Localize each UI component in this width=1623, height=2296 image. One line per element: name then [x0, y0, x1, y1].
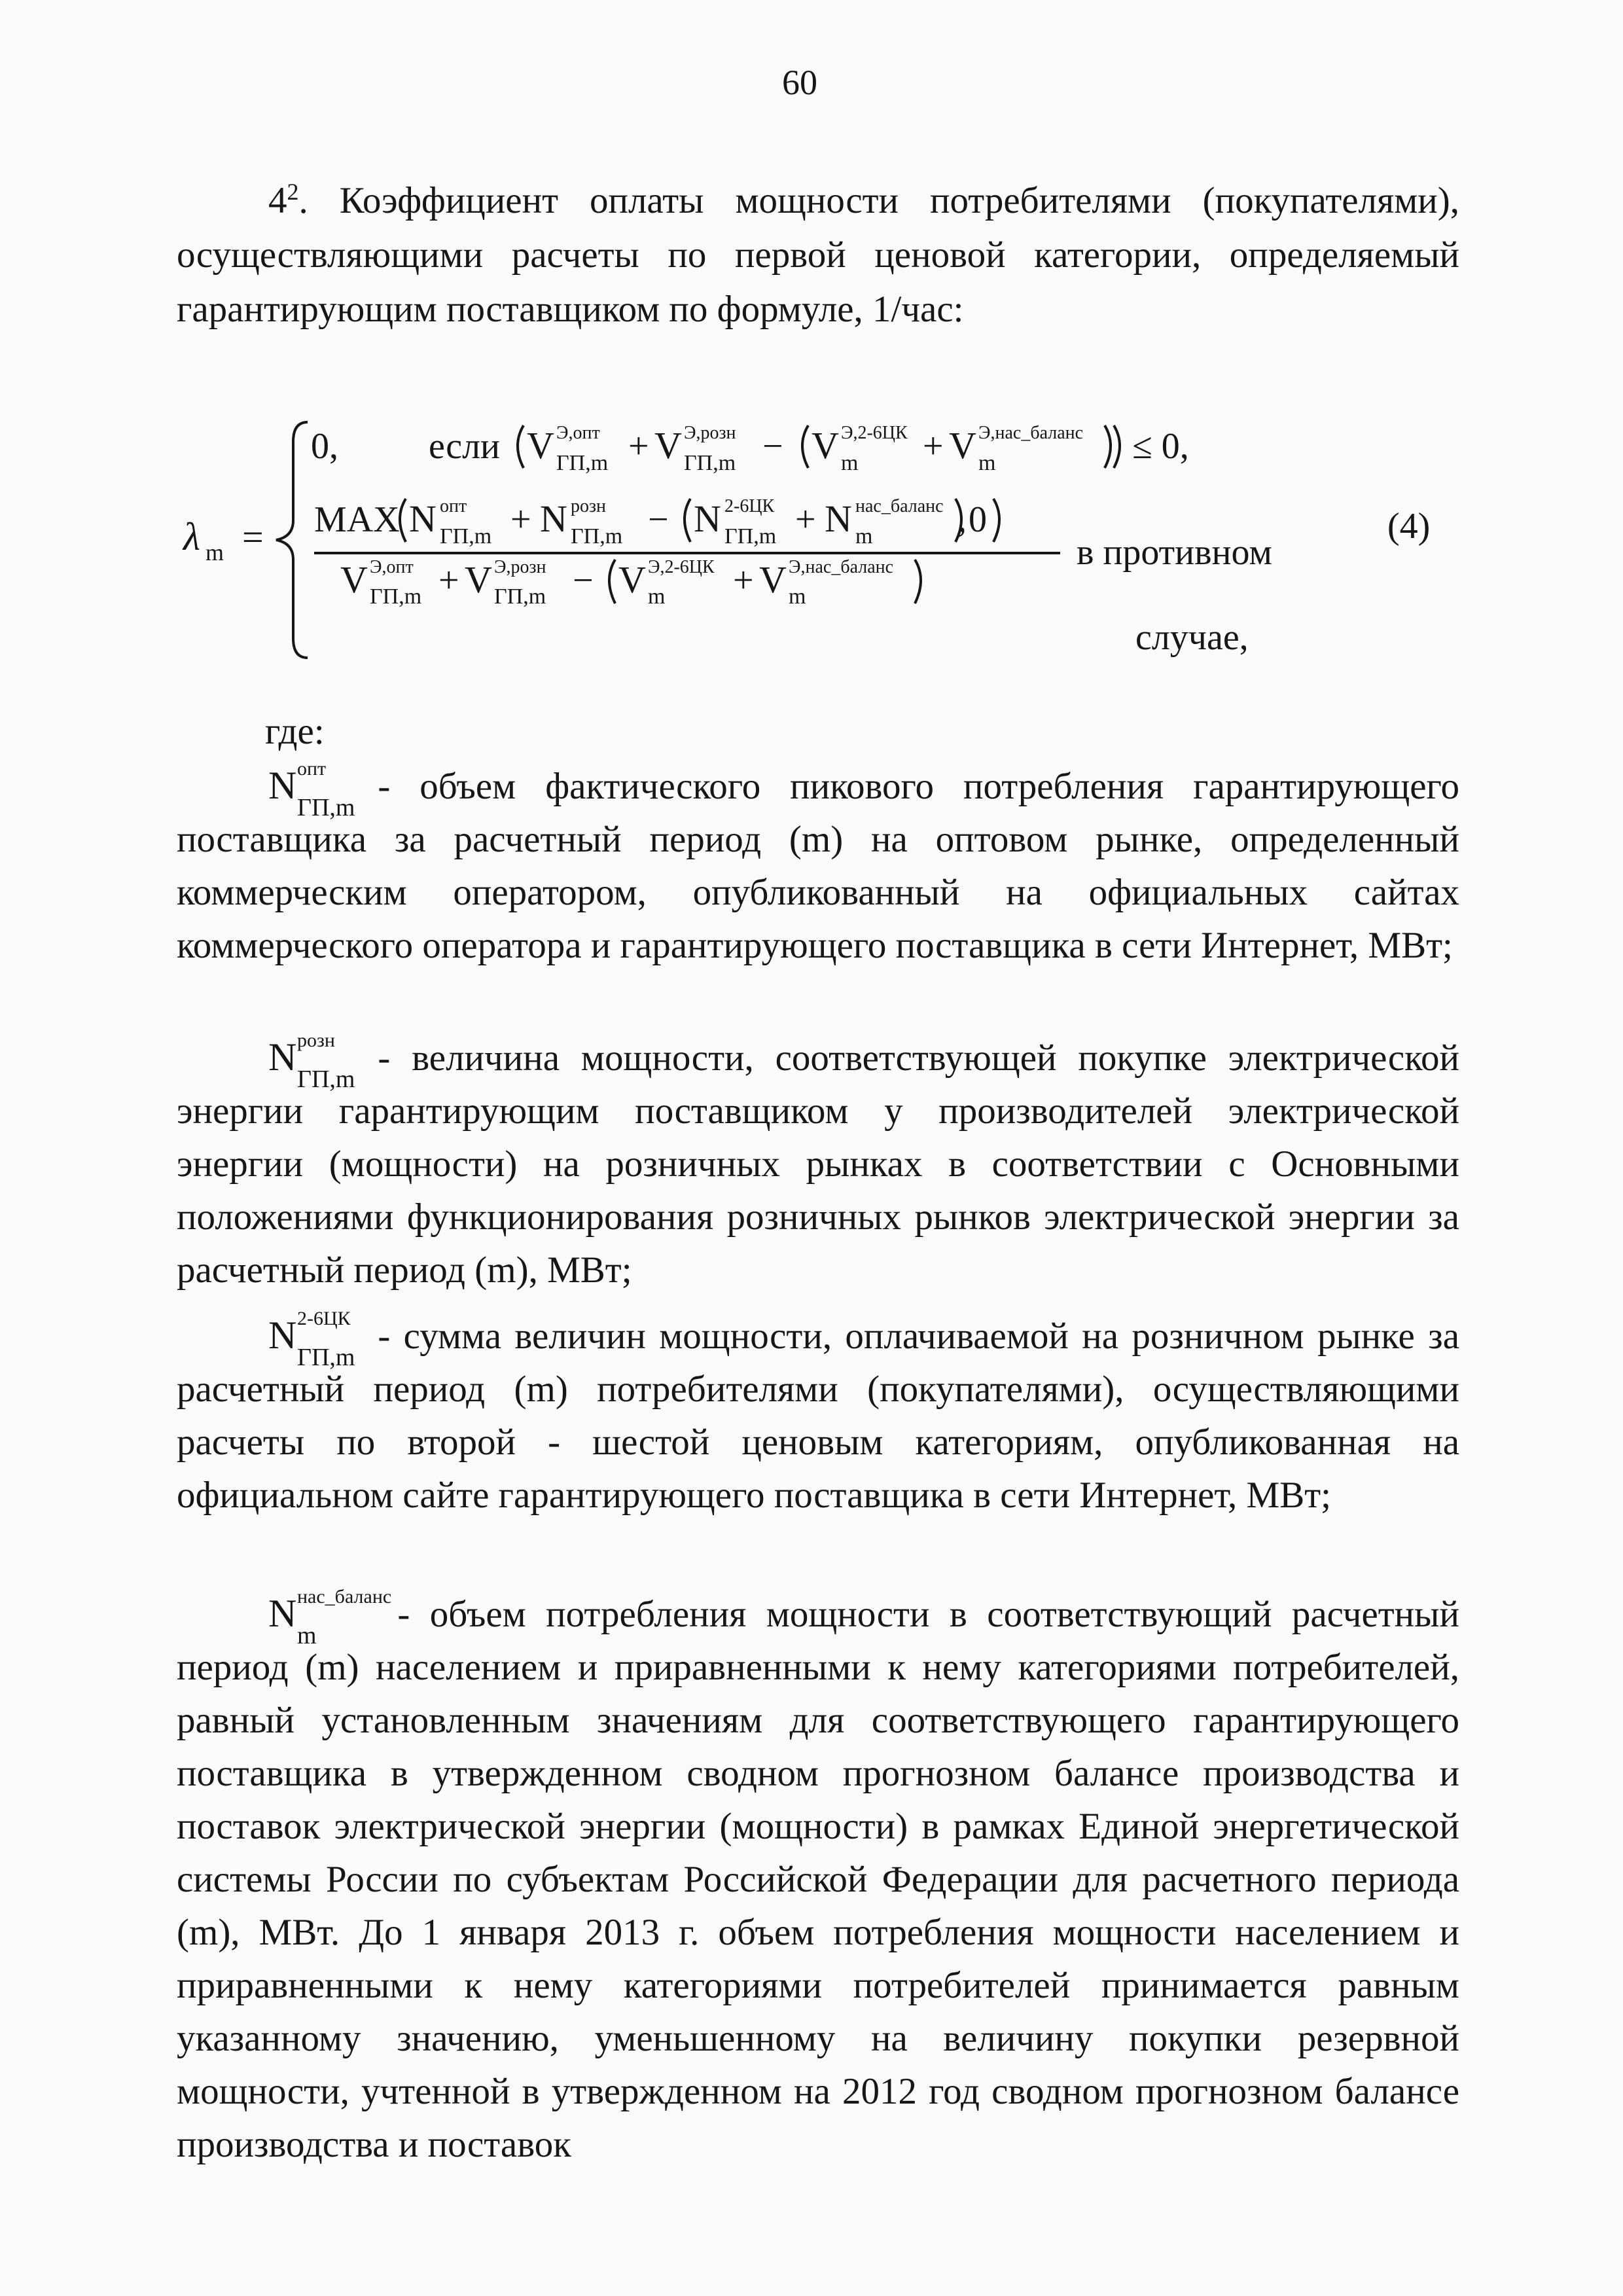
svg-text:Э,нас_баланс: Э,нас_баланс [789, 557, 894, 577]
svg-text:ГП,m: ГП,m [370, 584, 422, 609]
svg-text:+: + [628, 426, 649, 467]
svg-text:+: + [438, 560, 459, 601]
svg-text:V: V [949, 424, 976, 467]
svg-text:ГП,m: ГП,m [494, 584, 546, 609]
svg-text:−: − [648, 499, 669, 540]
svg-text:m: m [978, 451, 996, 475]
section-label-sup: 2 [287, 179, 299, 205]
svg-text:V: V [654, 424, 682, 467]
definition-n-opt: N опт ГП,m - объем фактического пикового потребления гарантирующего поставщика за расчетный период (m) на оптовом рынке, определенный коммерческим оператором, опубликованный на официальных сайтах коммерческого оператора и гарантирующего поставщика в сети Интернет, МВт; [177, 758, 1459, 966]
max-word: MAX [314, 499, 400, 540]
svg-text:V: V [759, 558, 787, 601]
svg-text:ГП,m: ГП,m [724, 524, 777, 548]
symbol-n-26ck: N 2-6ЦК ГП,m [268, 1308, 355, 1371]
formula-4 [177, 393, 1459, 668]
symbol-n-nas: N нас_баланс m [268, 1586, 392, 1649]
section-heading [177, 165, 1459, 336]
svg-text:+: + [923, 426, 944, 467]
svg-text:Э,опт: Э,опт [556, 423, 600, 443]
svg-text:V: V [812, 424, 839, 467]
case1-tail: ≤ 0, [1132, 426, 1189, 467]
svg-text:ГП,m: ГП,m [440, 524, 492, 548]
definition-n-26ck: N 2-6ЦК ГП,m - сумма величин мощности, оплачиваемой на розничном рынке за расчетный период (m) потребителями (покупателями), осуществляющими расчеты по второй - шестой ценовым категориям, опубликованная на официальном сайте гарантирующего поставщика в сети Интернет, МВт; [177, 1308, 1459, 1516]
svg-text:+: + [510, 499, 531, 540]
formula-svg [177, 393, 1459, 668]
svg-text:N: N [694, 497, 721, 540]
case1-if: если [429, 426, 501, 467]
svg-text:−: − [573, 560, 594, 601]
svg-text:Э,розн: Э,розн [684, 423, 736, 443]
where-label: где: [265, 711, 325, 752]
formula-lhs-sub: m [205, 539, 224, 565]
svg-text:Э,2-6ЦК: Э,2-6ЦК [648, 557, 715, 577]
otherwise-line2: случае, [1135, 617, 1249, 658]
svg-text:Э,2-6ЦК: Э,2-6ЦК [841, 423, 908, 443]
svg-text:V: V [340, 558, 368, 601]
symbol-n-opt: N опт ГП,m [268, 758, 355, 821]
svg-text:2-6ЦК: 2-6ЦК [724, 496, 775, 516]
svg-text:V: V [465, 558, 492, 601]
formula-number: (4) [1387, 506, 1431, 547]
svg-text:Э,нас_баланс: Э,нас_баланс [978, 423, 1084, 443]
formula-lhs: λ [183, 515, 200, 558]
case-brace [276, 422, 308, 658]
svg-text:N: N [825, 497, 852, 540]
svg-text:N: N [540, 497, 567, 540]
svg-text:ГП,m: ГП,m [684, 451, 736, 475]
definition-n-rozn: N розн ГП,m - величина мощности, соответствующей покупке электрической энергии гарантирующим поставщиком у производителей электрической энергии (мощности) на розничных рынках в соответствии с Основными положениями функционирования розничных рынков электрической энергии за расчетный период (m), МВт; [177, 1030, 1459, 1291]
svg-text:V: V [618, 558, 646, 601]
svg-text:розн: розн [571, 496, 607, 516]
svg-text:−: − [762, 426, 783, 467]
svg-text:N: N [409, 497, 437, 540]
svg-text:+: + [733, 560, 754, 601]
svg-text:m: m [855, 524, 873, 548]
svg-text:m: m [841, 451, 859, 475]
symbol-n-rozn: N розн ГП,m [268, 1030, 355, 1093]
section-label: 4 [268, 180, 287, 221]
svg-text:+: + [795, 499, 816, 540]
svg-text:m: m [789, 584, 806, 609]
svg-text:ГП,m: ГП,m [571, 524, 623, 548]
svg-text:Э,опт: Э,опт [370, 557, 414, 577]
section-text: . Коэффициент оплаты мощности потребителями (покупателями), осуществляющими расчеты по первой ценовой категории, определяемый гарантирующим поставщиком по формуле, 1/час: [177, 180, 1459, 330]
definition-n-nas: N нас_баланс m - объем потребления мощности в соответствующий расчетный период (m) населением и приравненными к нему категориями потребителей, равный установленным значениям для соответствующего гарантирующего поставщика в утвержденном сводном прогнозном балансе производства и поставок электрической энергии (мощности) в рамках Единой энергетической системы России по субъектам Российской Федерации для расчетного периода (m), МВт. До 1 января 2013 г. объем потребления мощности населением и приравненными к нему категориями потребителей принимается равным указанному значению, уменьшенному на величину покупки резервной мощности, учтенной в утвержденном на 2012 год сводном прогнозном балансе производства и поставок [177, 1586, 1459, 2165]
svg-text:V: V [527, 424, 554, 467]
svg-text:Э,розн: Э,розн [494, 557, 546, 577]
svg-text:опт: опт [440, 496, 467, 516]
svg-text:0: 0 [969, 499, 987, 540]
svg-text:ГП,m: ГП,m [556, 451, 609, 475]
page-number: 60 [782, 63, 817, 102]
formula-equals: = [242, 516, 264, 558]
case1-zero: 0, [311, 426, 338, 467]
svg-text:m: m [648, 584, 666, 609]
otherwise-line1: в противном [1077, 532, 1272, 573]
svg-text:нас_баланс: нас_баланс [855, 496, 944, 516]
svg-text:,: , [957, 499, 967, 540]
